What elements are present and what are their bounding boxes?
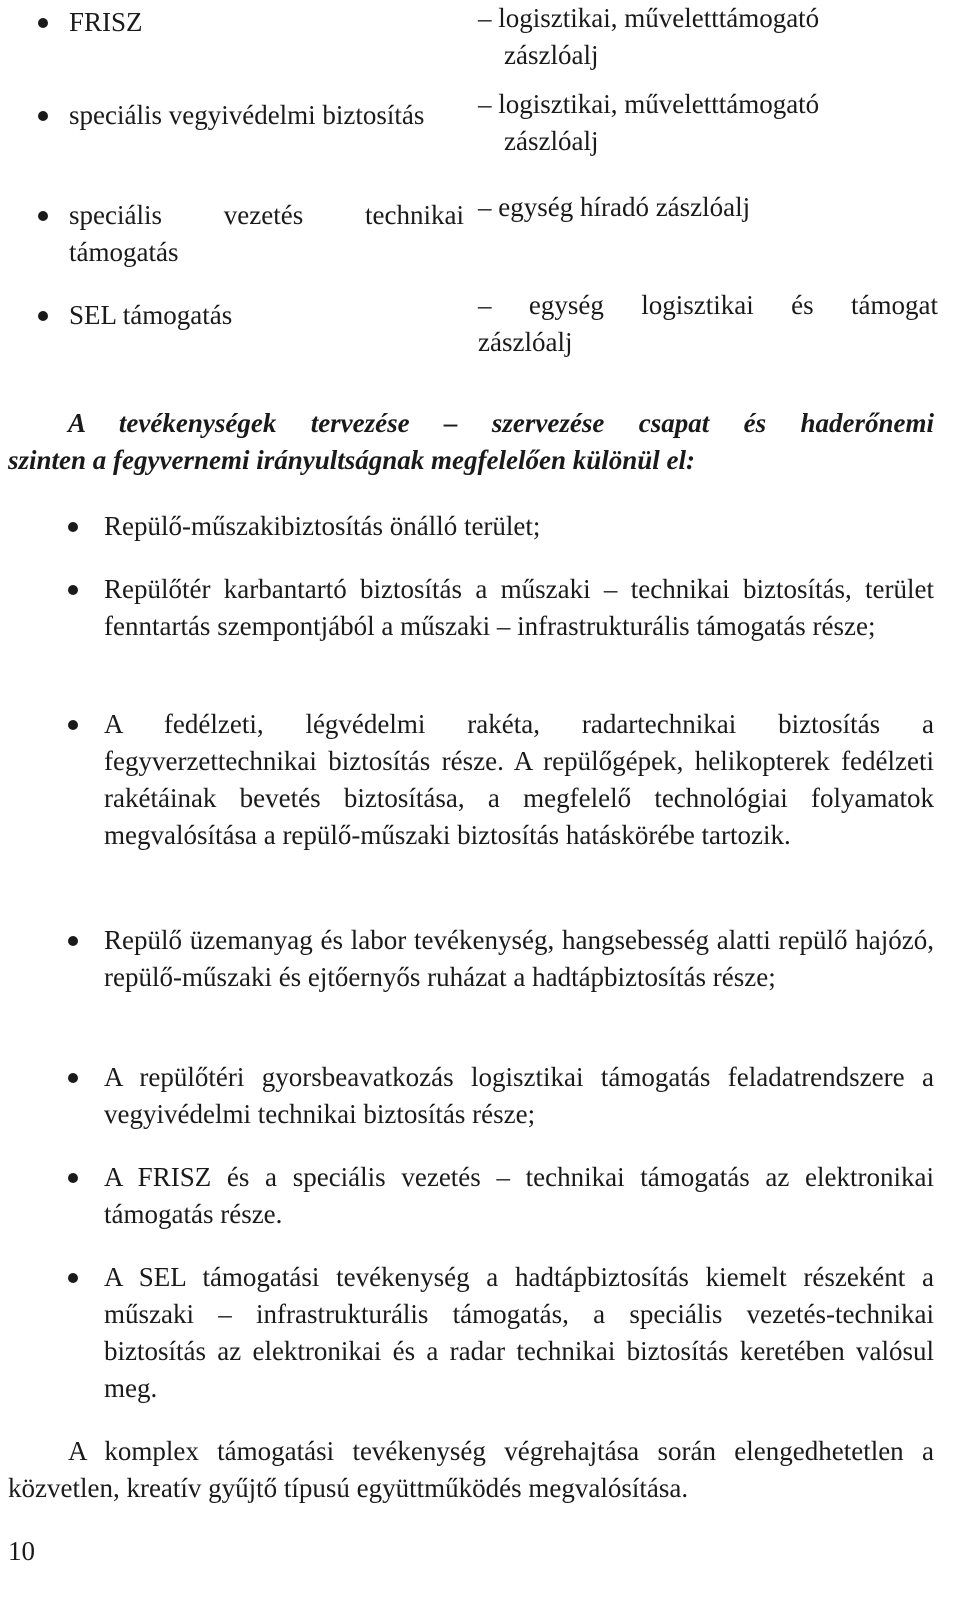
list-item [478,287,938,361]
list-item-continuation: zászlóalj [504,40,599,70]
list-item [104,922,934,996]
bullet-icon [68,1273,78,1283]
list-item-text: Repülő üzemanyag és labor tevékenység, hangsebesség alatti repülő hajózó, repülő-műszaki és ejtőernyős ruházat a hadtápbiztosítás része; [104,925,934,992]
list-item-text: Repülő-műszakibiztosítás önálló terület; [104,511,541,541]
list-item [104,1059,934,1133]
bullet-icon [38,211,48,221]
list-item [478,86,938,160]
list-item-text: A FRISZ és a speciális vezetés – technikai támogatás az elektronikai támogatás része. [104,1162,934,1229]
list-item-text: – logisztikai, műveletttámogató [478,3,820,33]
list-item-text: SEL támogatás [69,300,233,330]
list-item [34,297,464,334]
list-item-text: Repülőtér karbantartó biztosítás a műszaki – technikai biztosítás, terület fenntartás szempontjából a műszaki – infrastrukturális támogatás része; [104,574,934,641]
list-item-text: speciális vezetés technikai támogatás [69,200,464,267]
list-item [34,197,464,271]
list-item [478,0,938,74]
list-item-text: FRISZ [69,7,143,37]
bullet-icon [38,111,48,121]
bullet-icon [38,18,48,28]
list-item [104,1159,934,1233]
closing-paragraph: A komplex támogatási tevékenység végrehajtása során elengedhetetlen a közvetlen, kreatív gyűjtő típusú együttműködés megvalósítása. [8,1436,934,1503]
list-item-text: A repülőtéri gyorsbeavatkozás logisztikai támogatás feladatrendszere a vegyivédelmi technikai biztosítás része; [104,1062,934,1129]
bullet-icon [68,1173,78,1183]
list-item-continuation: zászlóalj [504,126,599,156]
heading-line-1: A tevékenységek tervezése – szervezése csapat és haderőnemi [68,408,934,438]
list-item-text: A SEL támogatási tevékenység a hadtápbiztosítás kiemelt részeként a műszaki – infrastrukturális támogatás, a speciális vezetés-technikai biztosítás az elektronikai és a radar technikai biztosítás keretében valósul meg. [104,1262,934,1403]
bullet-icon [68,720,78,730]
list-item [104,706,934,854]
list-item-text: A fedélzeti, légvédelmi rakéta, radartechnikai biztosítás a fegyverzettechnikai biztosítás része. A repülőgépek, helikopterek fedélzeti rakétáinak bevetés biztosítása, a megfelelő technológiai folyamatok megvalósítása a repülő-műszaki biztosítás hatáskörébe tartozik. [104,709,934,850]
section-heading [8,405,934,479]
bullet-icon [38,311,48,321]
list-item-text: – egység híradó zászlóalj [478,192,751,222]
list-item [104,571,934,645]
list-item-continuation: zászlóalj [478,327,573,357]
list-item [34,97,464,134]
list-item [478,189,938,226]
list-item-text: – logisztikai, műveletttámogató [478,89,820,119]
bullet-icon [68,1073,78,1083]
heading-line-2: szinten a fegyvernemi irányultságnak megfelelően különül el: [8,445,695,475]
list-item [104,508,934,545]
list-item [34,4,464,41]
list-item-text: speciális vegyivédelmi biztosítás [69,100,425,130]
bullet-icon [68,522,78,532]
page-number: 10 [8,1536,35,1566]
bullet-icon [68,936,78,946]
list-item-text: – egység logisztikai és támogat [478,290,938,320]
bullet-icon [68,585,78,595]
list-item [104,1259,934,1407]
